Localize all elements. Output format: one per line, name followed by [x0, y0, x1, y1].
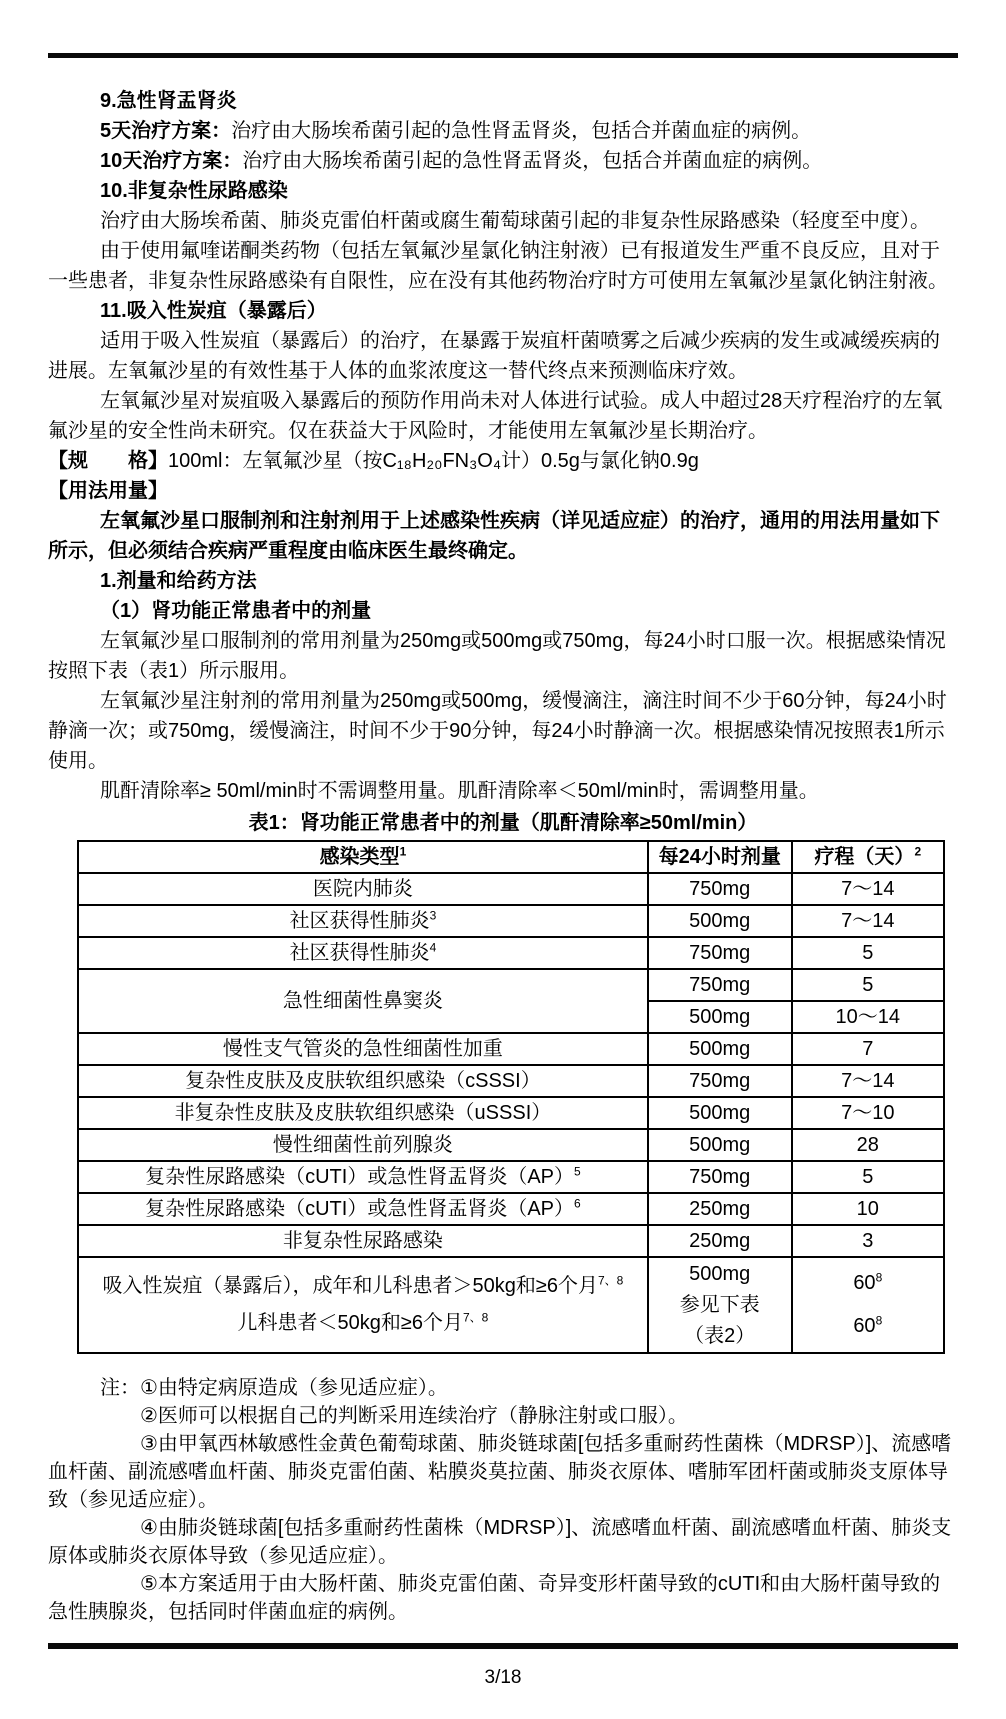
table-row [78, 873, 944, 905]
section-heading: 11.吸入性炭疽（暴露后） [100, 300, 327, 322]
footnote-sup: 6 [574, 1196, 581, 1211]
footnote-sup: 8 [875, 1313, 883, 1328]
dose-line: （表2） [684, 1324, 756, 1347]
paragraph: 肌酐清除率≥ 50ml/min时不需调整用量。肌酐清除率＜50ml/min时，需调整用量。 [100, 780, 819, 802]
table-row [78, 905, 944, 937]
footnote-sup: 5 [574, 1164, 581, 1179]
footnote-sup: 7、8 [462, 1310, 489, 1325]
section-heading: 10.非复杂性尿路感染 [100, 180, 288, 202]
dose-cell: 750mg [648, 1065, 792, 1097]
duration-cell: 10 [792, 1193, 944, 1225]
cell-text: 复杂性尿路感染（cUTI）或急性肾盂肾炎（AP） [145, 1166, 575, 1188]
footnote-sup: 7、8 [597, 1273, 624, 1288]
duration-cell: 7 [792, 1033, 944, 1065]
table-row [78, 1129, 944, 1161]
paragraph: 适用于吸入性炭疽（暴露后）的治疗，在暴露于炭疽杆菌喷雾之后减少疾病的发生或减缓疾病的进展。左氧氟沙星的有效性基于人体的血浆浓度这一替代终点来预测临床疗效。 [48, 330, 940, 382]
dose-line: 500mg [689, 1262, 751, 1285]
table-row [78, 1033, 944, 1065]
duration-cell: 10～14 [792, 1001, 944, 1033]
paragraph: 左氧氟沙星口服制剂的常用剂量为250mg或500mg或750mg，每24小时口服一次。根据感染情况按照下表（表1）所示服用。 [48, 630, 946, 682]
paragraph-bold-prefix: 5天治疗方案： [100, 120, 232, 142]
page-number: 3/18 [484, 1667, 522, 1688]
dose-cell [648, 1257, 792, 1353]
infection-line [79, 1268, 647, 1305]
duration-cell: 7～10 [792, 1097, 944, 1129]
duration-cell: 3 [792, 1225, 944, 1257]
duration-cell: 5 [792, 969, 944, 1001]
note-text: ①由特定病原造成（参见适应症）。 [140, 1377, 448, 1399]
note-label: 注： [100, 1377, 140, 1399]
infection-cell: 医院内肺炎 [78, 873, 648, 905]
dose-line: 参见下表 [679, 1293, 760, 1316]
cell-text: 复杂性尿路感染（cUTI）或急性肾盂肾炎（AP） [145, 1198, 575, 1220]
infection-cell: 慢性支气管炎的急性细菌性加重 [78, 1033, 648, 1065]
duration-cell [792, 1257, 944, 1353]
paragraph [48, 146, 958, 176]
section-heading-dosage: 【用法用量】 [48, 480, 168, 502]
dose-cell: 250mg [648, 1225, 792, 1257]
footnote-sup: 4 [429, 940, 437, 955]
infection-cell [78, 1257, 648, 1353]
header-text: 疗程（天） [814, 846, 915, 868]
subsection-heading: （1）肾功能正常患者中的剂量 [100, 600, 372, 622]
section-heading: 9.急性肾盂肾炎 [100, 90, 237, 112]
duration-cell: 28 [792, 1129, 944, 1161]
header-infection-type [78, 841, 648, 873]
paragraph [48, 116, 958, 146]
table-row [78, 1065, 944, 1097]
table-row [78, 1097, 944, 1129]
table-row [78, 969, 944, 1001]
duration-cell: 7～14 [792, 873, 944, 905]
table-row-anthrax [78, 1257, 944, 1353]
dose-cell: 500mg [648, 1033, 792, 1065]
duration-cell: 5 [792, 1161, 944, 1193]
paragraph-text: 治疗由大肠埃希菌引起的急性肾盂肾炎，包括合并菌血症的病例。 [231, 120, 812, 142]
footnote: ②医师可以根据自己的判断采用连续治疗（静脉注射或口服）。 [140, 1405, 688, 1427]
paragraph-bold: 左氧氟沙星口服制剂和注射剂用于上述感染性疾病（详见适应症）的治疗，通用的用法用量如下所示，但必须结合疾病严重程度由临床医生最终确定。 [48, 510, 940, 562]
header-dose-per-24h: 每24小时剂量 [648, 841, 792, 873]
spec-value: 100ml：左氧氟沙星（按C₁₈H₂₀FN₃O₄计）0.5g与氯化钠0.9g [168, 450, 699, 472]
footnote [48, 1374, 958, 1402]
infection-line [79, 1305, 647, 1342]
table-row [78, 937, 944, 969]
table-row [78, 1193, 944, 1225]
paragraph: 治疗由大肠埃希菌、肺炎克雷伯杆菌或腐生葡萄球菌引起的非复杂性尿路感染（轻度至中度）。 [100, 210, 930, 232]
footnote: ⑤本方案适用于由大肠杆菌、肺炎克雷伯菌、奇异变形杆菌导致的cUTI和由大肠杆菌导致的急性胰腺炎，包括同时伴菌血症的病例。 [48, 1573, 941, 1623]
paragraph: 由于使用氟喹诺酮类药物（包括左氧氟沙星氯化钠注射液）已有报道发生严重不良反应，且对于一些患者，非复杂性尿路感染有自限性，应在没有其他药物治疗时方可使用左氧氟沙星氯化钠注射液。 [48, 240, 948, 292]
dose-cell: 500mg [648, 1097, 792, 1129]
table-header-row [78, 841, 944, 873]
header-duration-days [792, 841, 944, 873]
dose-cell: 500mg [648, 1001, 792, 1033]
footnote: ④由肺炎链球菌[包括多重耐药性菌株（MDRSP）]、流感嗜血杆菌、副流感嗜血杆菌、肺炎支原体或肺炎衣原体导致（参见适应症）。 [48, 1517, 952, 1567]
dose-cell: 500mg [648, 1129, 792, 1161]
infection-cell [78, 905, 648, 937]
duration-cell: 7～14 [792, 905, 944, 937]
duration-cell: 5 [792, 937, 944, 969]
dose-cell: 500mg [648, 905, 792, 937]
infection-cell: 非复杂性皮肤及皮肤软组织感染（uSSSI） [78, 1097, 648, 1129]
footnote-sup: 3 [429, 908, 437, 923]
cell-text: 吸入性炭疽（暴露后），成年和儿科患者＞50kg和≥6个月 [102, 1275, 598, 1297]
bottom-rule [48, 1643, 958, 1649]
infection-cell [78, 1193, 648, 1225]
duration-line [793, 1262, 943, 1305]
table-row [78, 1161, 944, 1193]
cell-text: 60 [853, 1315, 876, 1337]
spec-label: 【规 格】 [48, 450, 168, 472]
infection-cell: 复杂性皮肤及皮肤软组织感染（cSSSI） [78, 1065, 648, 1097]
dose-cell: 250mg [648, 1193, 792, 1225]
infection-cell [78, 1161, 648, 1193]
paragraph: 左氧氟沙星对炭疽吸入暴露后的预防作用尚未对人体进行试验。成人中超过28天疗程治疗的左氧氟沙星的安全性尚未研究。仅在获益大于风险时，才能使用左氧氟沙星长期治疗。 [48, 390, 943, 442]
infection-cell: 急性细菌性鼻窦炎 [78, 969, 648, 1033]
cell-text: 社区获得性肺炎 [289, 910, 430, 932]
paragraph-bold-prefix: 10天治疗方案： [100, 150, 243, 172]
table-row [78, 1225, 944, 1257]
header-footnote-sup: 2 [914, 844, 922, 859]
spec-line [48, 446, 958, 476]
dose-cell: 750mg [648, 937, 792, 969]
cell-text: 社区获得性肺炎 [289, 942, 430, 964]
dose-cell: 750mg [648, 873, 792, 905]
dose-cell: 750mg [648, 1161, 792, 1193]
dosage-table [77, 840, 945, 1354]
body-text [48, 86, 958, 1626]
table-title: 表1：肾功能正常患者中的剂量（肌酐清除率≥50ml/min） [248, 812, 758, 834]
infection-cell: 非复杂性尿路感染 [78, 1225, 648, 1257]
footnotes [48, 1374, 958, 1626]
header-footnote-sup: 1 [399, 844, 407, 859]
subsection-heading: 1.剂量和给药方法 [100, 570, 257, 592]
footnote: ③由甲氧西林敏感性金黄色葡萄球菌、肺炎链球菌[包括多重耐药性菌株（MDRSP）]、流感嗜血杆菌、副流感嗜血杆菌、肺炎克雷伯菌、粘膜炎莫拉菌、肺炎衣原体、嗜肺军团杆菌或肺炎支原体导致（参见适应症）。 [48, 1433, 952, 1511]
duration-cell: 7～14 [792, 1065, 944, 1097]
infection-cell: 慢性细菌性前列腺炎 [78, 1129, 648, 1161]
header-text: 感染类型 [319, 846, 400, 868]
cell-text: 儿科患者＜50kg和≥6个月 [237, 1312, 463, 1334]
duration-line [793, 1305, 943, 1348]
cell-text: 60 [853, 1272, 876, 1294]
dose-cell: 750mg [648, 969, 792, 1001]
paragraph-text: 治疗由大肠埃希菌引起的急性肾盂肾炎，包括合并菌血症的病例。 [242, 150, 823, 172]
footnote-sup: 8 [875, 1270, 883, 1285]
paragraph: 左氧氟沙星注射剂的常用剂量为250mg或500mg，缓慢滴注，滴注时间不少于60分钟，每24小时静滴一次；或750mg，缓慢滴注，时间不少于90分钟，每24小时静滴一次。根据感染情况按照表1所示使用。 [48, 690, 947, 772]
infection-cell [78, 937, 648, 969]
top-rule [48, 53, 958, 58]
